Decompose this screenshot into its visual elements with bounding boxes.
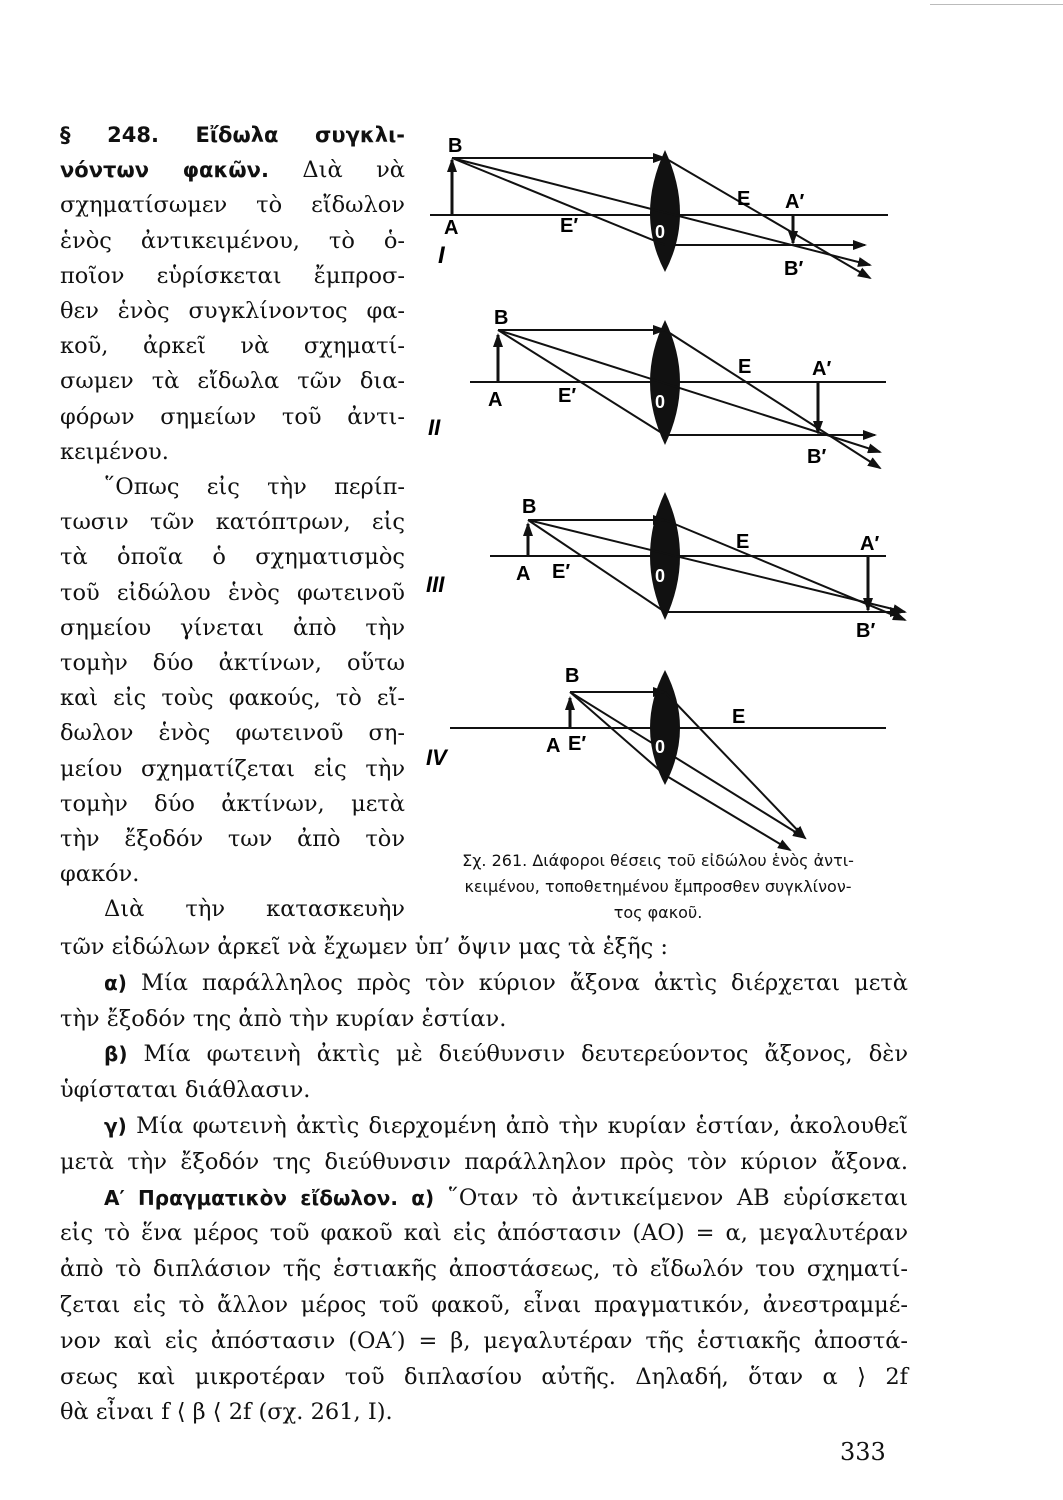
svg-text:E′: E′ — [558, 385, 577, 407]
svg-text:A′: A′ — [860, 533, 880, 555]
page-number: 333 — [840, 1438, 886, 1466]
svg-text:A: A — [516, 563, 531, 585]
caption-line: κειμένου, τοποθετημένου ἔμπροσθεν συγκλίνον- — [464, 877, 852, 896]
left-text-line: ἑνὸς ἀντικειμένου, τὸ ὁ- — [60, 227, 405, 254]
svg-text:0: 0 — [655, 392, 666, 412]
svg-text:0: 0 — [655, 566, 666, 586]
left-text-line: ῞Οπως εἰς τὴν περίπ- — [104, 474, 405, 501]
left-text-line: κοῦ, ἀρκεῖ νὰ σχηματί- — [60, 333, 405, 360]
left-text-line: κειμένου. — [60, 438, 169, 465]
svg-text:B: B — [448, 135, 463, 157]
left-text-line: Διὰ τὴν κατασκευὴν — [104, 896, 405, 923]
svg-text:I: I — [438, 242, 445, 269]
svg-text:0: 0 — [655, 737, 666, 757]
svg-text:E: E — [732, 706, 746, 728]
svg-text:A′: A′ — [812, 358, 832, 380]
panel-1 — [430, 135, 888, 280]
body-line: ἀπὸ τὸ διπλάσιον τῆς ἑστιακῆς ἀποστάσεως, τὸ εἴδωλόν του σχηματί- — [60, 1256, 908, 1283]
left-text-line: φακόν. — [60, 861, 140, 888]
svg-text:E′: E′ — [552, 561, 571, 583]
rule-b: β) Μία φωτεινὴ ἀκτὶς μὲ διεύθυνσιν δευτερεύοντος ἄξονος, δὲν — [104, 1041, 908, 1068]
left-text-line: σχηματίσωμεν τὸ εἴδωλον — [60, 192, 405, 219]
left-text-line: τοῦ εἰδώλου ἑνὸς φωτεινοῦ — [60, 579, 405, 606]
left-text-line: τὴν ἔξοδόν των ἀπὸ τὸν — [60, 826, 405, 853]
lens-shape — [650, 670, 680, 785]
body-line: εἰς τὸ ἕνα μέρος τοῦ φακοῦ καὶ εἰς ἀπόστασιν (ΑΟ) = α, μεγαλυτέραν — [60, 1220, 908, 1247]
left-text-line: σημείου γίνεται ἀπὸ τὴν — [60, 614, 405, 641]
svg-text:E: E — [738, 356, 752, 378]
svg-text:E′: E′ — [560, 215, 579, 237]
left-text-line: ποῖον εὑρίσκεται ἔμπροσ- — [60, 262, 405, 289]
left-text-line: μείου σχηματίζεται εἰς τὴν — [60, 755, 405, 782]
svg-text:B′: B′ — [784, 258, 804, 280]
real-image-heading: Α′ Πραγματικὸν εἴδωλον. α) ῞Οταν τὸ ἀντικείμενον ΑΒ εὑρίσκεται — [104, 1184, 908, 1211]
panel-4 — [426, 665, 886, 850]
svg-text:B: B — [565, 665, 580, 687]
section-heading-line2: νόντων φακῶν. Διὰ νὰ — [60, 157, 405, 184]
body-line: τῶν εἰδώλων ἀρκεῖ νὰ ἔχωμεν ὑπ’ ὄψιν μας τὰ ἑξῆς : — [60, 934, 668, 960]
svg-text:B: B — [522, 496, 537, 518]
body-line: θὰ εἶναι f ⟨ β ⟨ 2f (σχ. 261, I). — [60, 1399, 393, 1426]
panel-3 — [426, 492, 905, 642]
rule-c: γ) Μία φωτεινὴ ἀκτὶς διερχομένη ἀπὸ τὴν κυρίαν ἑστίαν, ἀκολουθεῖ — [104, 1112, 908, 1139]
left-text-line: σωμεν τὰ εἴδωλα τῶν δια- — [60, 368, 405, 395]
svg-text:B′: B′ — [856, 620, 876, 642]
body-line: τὴν ἔξοδόν της ἀπὸ τὴν κυρίαν ἑστίαν. — [60, 1005, 507, 1032]
svg-text:E′: E′ — [568, 733, 587, 755]
body-line: ὑφίσταται διάθλασιν. — [60, 1077, 311, 1104]
svg-text:III: III — [426, 572, 445, 597]
caption-line: τος φακοῦ. — [613, 903, 703, 922]
svg-text:A: A — [444, 217, 459, 239]
body-line: ζεται εἰς τὸ ἄλλον μέρος τοῦ φακοῦ, εἶναι πραγματικόν, ἀνεστραμμέ- — [60, 1291, 908, 1318]
left-text-line: καὶ εἰς τοὺς φακούς, τὸ εἴ- — [60, 685, 405, 712]
scan-edge-line — [930, 4, 1063, 5]
section-heading-line1: § 248. Εἴδωλα συγκλι- — [60, 123, 405, 147]
lens-shape — [650, 150, 680, 272]
svg-text:B: B — [494, 307, 509, 329]
svg-text:A′: A′ — [785, 191, 805, 213]
lens-figure — [410, 130, 910, 860]
body-text — [60, 930, 908, 1431]
left-text-line: δωλον ἑνὸς φωτεινοῦ ση- — [60, 720, 405, 747]
body-line: νον καὶ εἰς ἀπόστασιν (ΟΑ′) = β, μεγαλυτέραν τῆς ἑστιακῆς ἀποστά- — [60, 1327, 908, 1354]
svg-text:A: A — [546, 735, 561, 757]
svg-text:E: E — [737, 188, 751, 210]
svg-text:A: A — [488, 389, 503, 411]
body-line: σεως καὶ μικροτέραν τοῦ διπλασίου αὐτῆς. Δηλαδή, ὅταν α ⟩ 2f — [60, 1363, 908, 1390]
left-column — [60, 118, 405, 928]
svg-text:0: 0 — [655, 222, 666, 242]
caption-line: Σχ. 261. Διάφοροι θέσεις τοῦ εἰδώλου ἑνὸς ἀντι- — [462, 851, 854, 870]
panel-2 — [428, 307, 886, 468]
left-text-line: θεν ἑνὸς συγκλίνοντος φα- — [60, 298, 405, 325]
body-line: μετὰ τὴν ἔξοδόν της διεύθυνσιν παράλληλον πρὸς τὸν κύριον ἄξονα. — [60, 1148, 908, 1175]
ray-diagram — [410, 130, 910, 860]
left-text-line: τὰ ὁποῖα ὁ σχηματισμὸς — [60, 544, 405, 571]
svg-text:E: E — [736, 531, 750, 553]
left-text-line: τομὴν δύο ἀκτίνων, οὕτω — [60, 650, 405, 677]
svg-text:II: II — [428, 415, 441, 440]
left-text-line: φόρων σημείων τοῦ ἀντι- — [60, 403, 405, 430]
svg-text:IV: IV — [426, 745, 447, 770]
svg-text:B′: B′ — [807, 446, 827, 468]
left-text-line: τομὴν δύο ἀκτίνων, μετὰ — [60, 790, 405, 817]
rule-a: α) Μία παράλληλος πρὸς τὸν κύριον ἄξονα ἀκτὶς διέρχεται μετὰ — [104, 969, 908, 996]
left-text-line: τωσιν τῶν κατόπτρων, εἰς — [60, 509, 405, 536]
figure-caption — [408, 848, 908, 926]
